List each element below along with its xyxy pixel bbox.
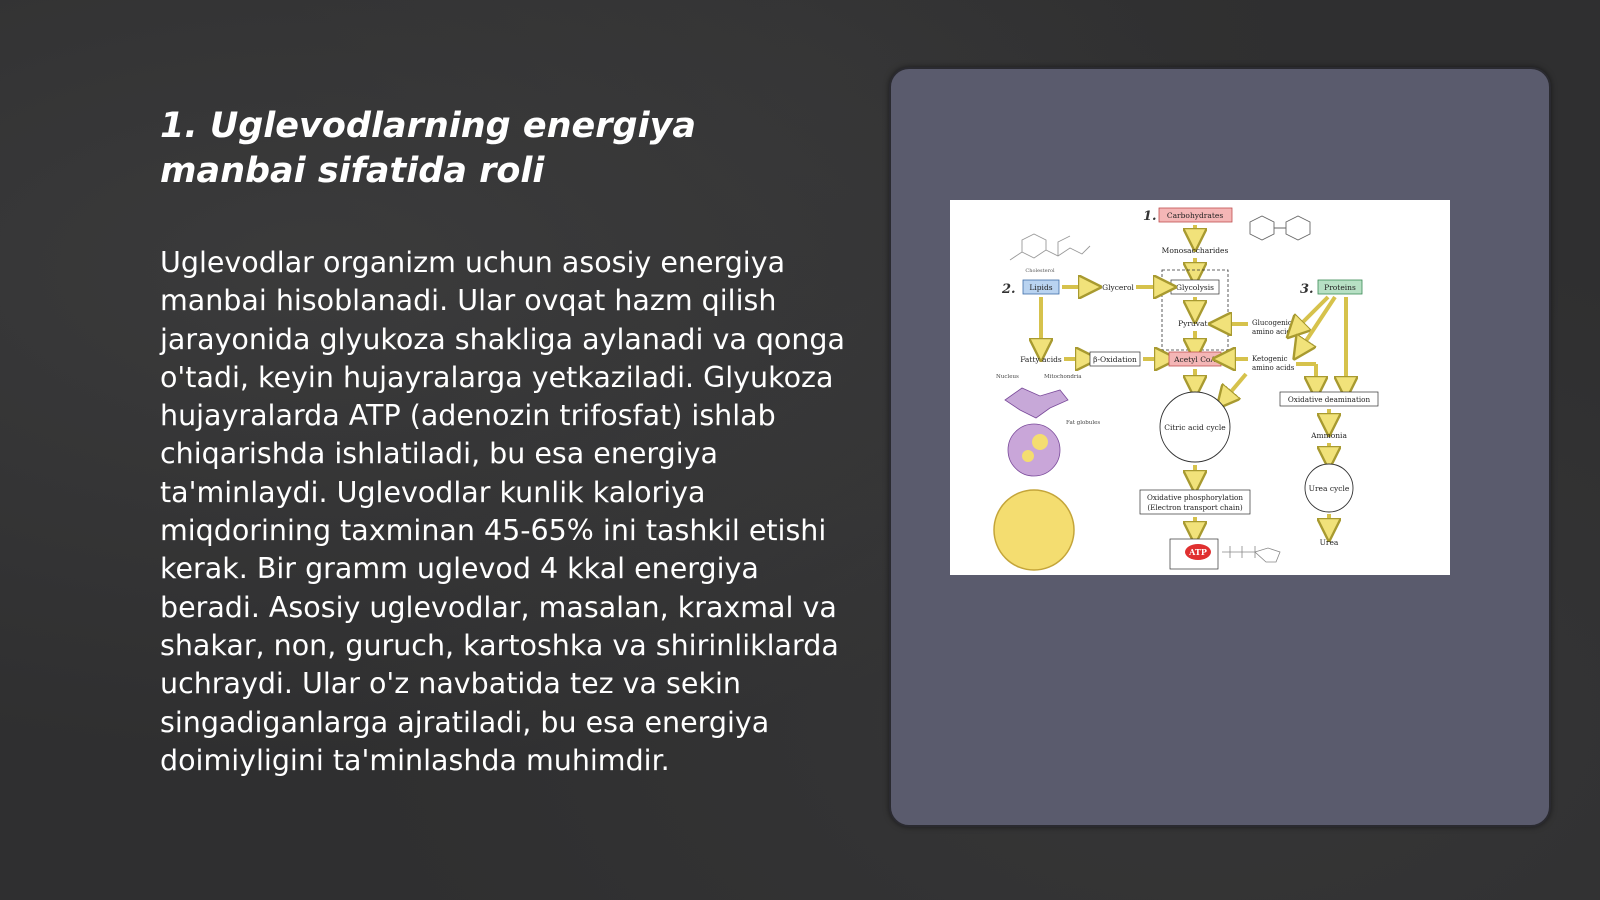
monosaccharides-label: Monosaccharides — [1161, 246, 1229, 255]
metabolism-diagram-svg — [950, 200, 1450, 575]
glycolysis-label: Glycolysis — [1175, 283, 1215, 292]
ammonia-label: Ammonia — [1311, 431, 1347, 440]
slide-body-text: Uglevodlar organizm uchun asosiy energiya manbai hisoblanadi. Ular ovqat hazm qilish jarayonida glyukoza shakliga aylanadi va qonga o'tadi, keyin hujayralarga yetkaziladi. Glyukoza hujayralarda ATP (adenozin trifosfat) ishlab chiqarishda ishlatiladi, bu esa energiya ta'minlaydi. Uglevodlar kunlik kaloriya miqdorining taxminan 45-65% ini tashkil etishi kerak. Bir gramm uglevod 4 kkal energiya beradi. Asosiy uglevodlar, masalan, kraxmal va shakar, non, guruch, kartoshka va shirinliklarda uchraydi. Ular o'z navbatida tez va sekin singadiganlarga ajratiladi, bu esa energiya doimiyligini ta'minlashda muhimdir. — [160, 246, 845, 777]
beta-oxidation-label: β-Oxidation — [1093, 355, 1137, 364]
glucogenic-label-2: amino acids — [1252, 328, 1295, 336]
cell-fat-droplet-1 — [1032, 434, 1048, 450]
metabolism-diagram — [950, 200, 1450, 575]
oxphos-label-2: (Electron transport chain) — [1147, 503, 1243, 512]
proteins-label: Proteins — [1324, 283, 1356, 292]
citric-acid-cycle-label: Citric acid cycle — [1164, 423, 1226, 432]
ketogenic-label: Ketogenic — [1252, 355, 1288, 363]
mitochondria-label: Mitochondria — [1044, 374, 1082, 380]
cell-illustration-1 — [1005, 388, 1068, 418]
cholesterol-label: Cholesterol — [1025, 268, 1055, 274]
glucogenic-label: Glucogenic — [1252, 319, 1292, 327]
atp-label: ATP — [1189, 547, 1207, 557]
section-number-1: 1. — [1143, 209, 1157, 224]
slide-title: 1. Uglevodlarning energiya manbai sifatida roli — [160, 106, 697, 191]
cell-fat-droplet-2 — [1022, 450, 1034, 462]
section-number-3: 3. — [1300, 282, 1314, 297]
arrow-ketogenic-citric — [1224, 374, 1246, 400]
urea-label: Urea — [1319, 538, 1339, 547]
cholesterol-structure — [1010, 234, 1090, 260]
cell-illustration-2 — [1008, 424, 1060, 476]
lipids-label: Lipids — [1029, 283, 1053, 292]
oxidative-deamination-label: Oxidative deamination — [1287, 395, 1371, 404]
urea-cycle-label: Urea cycle — [1308, 484, 1350, 493]
ketogenic-label-2: amino acids — [1252, 364, 1295, 372]
oxphos-label: Oxidative phosphorylation — [1147, 493, 1243, 502]
glycerol-label: Glycerol — [1102, 283, 1134, 292]
carbohydrates-label: Carbohydrates — [1166, 211, 1224, 220]
sugar-ring-structures — [1250, 216, 1310, 240]
fat-cell-illustration — [994, 490, 1074, 570]
fatty-acids-label: Fatty acids — [1020, 355, 1062, 364]
acetyl-coa-label: Acetyl CoA — [1174, 355, 1216, 364]
pyruvate-label: Pyruvate — [1178, 319, 1212, 328]
fat-globules-label: Fat globules — [1066, 420, 1101, 426]
atp-molecule-structure — [1222, 546, 1280, 562]
nucleus-label: Nucleus — [996, 374, 1019, 380]
section-number-2: 2. — [1002, 282, 1016, 297]
